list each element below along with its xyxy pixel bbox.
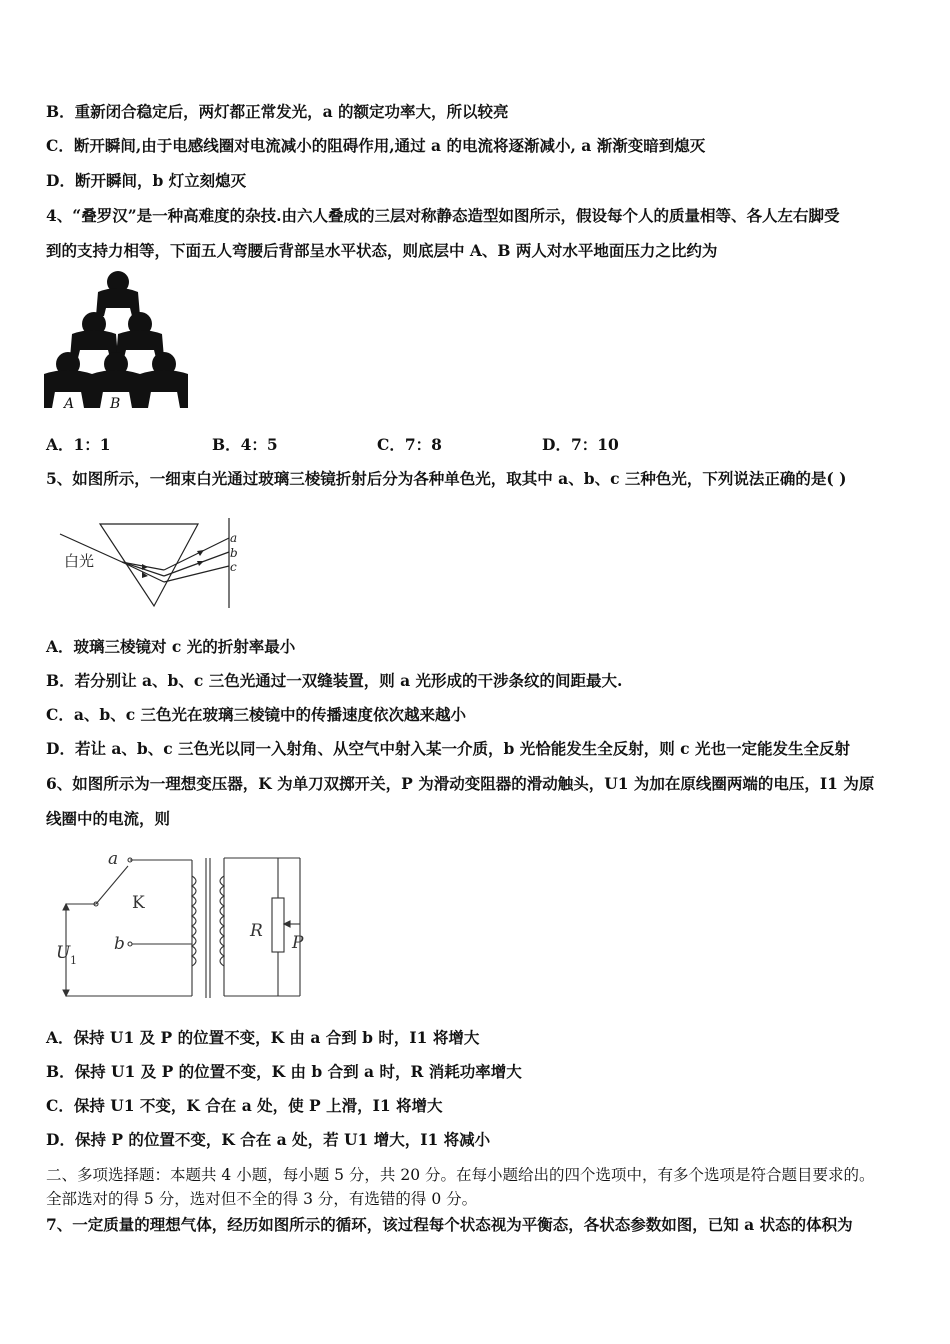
q6-option-d: D．保持 P 的位置不变，K 合在 a 处，若 U1 增大，I1 将减小 (46, 1130, 491, 1149)
white-light-label: 白光 (64, 552, 95, 570)
acrobat-pyramid-figure (44, 270, 189, 412)
terminal-a-label: a (108, 849, 119, 869)
voltage-u-label: U (56, 943, 71, 963)
ray-label-b: b (230, 546, 238, 560)
transformer-figure (52, 846, 312, 1006)
q3-option-d: D．断开瞬间，b 灯立刻熄灭 (46, 171, 247, 190)
q3-option-c: C．断开瞬间,由于电感线圈对电流减小的阻碍作用,通过 a 的电流将逐渐减小, a 渐渐变暗到熄灭 (46, 136, 706, 155)
q4-stem-line1: 4、“叠罗汉”是一种高难度的杂技.由六人叠成的三层对称静态造型如图所示，假设每个人的质量相等、各人左右脚受 (46, 206, 840, 225)
q5-stem: 5、如图所示，一细束白光通过玻璃三棱镜折射后分为各种单色光，取其中 a、b、c 三种色光，下列说法正确的是( ) (46, 469, 847, 488)
figure-label-a: A (64, 396, 75, 412)
q4-option-c: C．7：8 (377, 435, 442, 454)
section2-heading-line2: 全部选对的得 5 分，选对但不全的得 3 分，有选错的得 0 分。 (46, 1190, 478, 1208)
q4-option-b: B．4：5 (212, 435, 278, 454)
prism-figure (56, 514, 246, 614)
q5-option-d: D．若让 a、b、c 三色光以同一入射角、从空气中射入某一介质，b 光恰能发生全反射，则 c 光也一定能发生全反射 (46, 739, 851, 758)
q5-option-c: C．a、b、c 三色光在玻璃三棱镜中的传播速度依次越来越小 (46, 705, 467, 724)
figure-label-b: B (110, 396, 121, 412)
acrobat-bottom-c (140, 352, 188, 408)
q5-option-b: B．若分别让 a、b、c 三色光通过一双缝装置，则 a 光形成的干涉条纹的间距最大. (46, 671, 623, 690)
terminal-b-label: b (114, 934, 125, 954)
resistor-r-label: R (250, 921, 263, 941)
acrobat-mid-right (116, 312, 164, 358)
switch-k-label: K (132, 893, 145, 913)
q6-stem-line1: 6、如图所示为一理想变压器，K 为单刀双掷开关，P 为滑动变阻器的滑动触头，U1 为加在原线圈两端的电压，I1 为原 (46, 774, 875, 793)
section2-heading-line1: 二、多项选择题：本题共 4 小题，每小题 5 分，共 20 分。在每小题给出的四个选项中，有多个选项是符合题目要求的。 (46, 1166, 875, 1184)
q6-stem-line2: 线圈中的电流，则 (46, 809, 171, 828)
prism (100, 524, 198, 606)
ray-label-a: a (230, 531, 238, 545)
q7-stem-line1: 7、一定质量的理想气体，经历如图所示的循环，该过程每个状态视为平衡态，各状态参数如图，已知 a 状态的体积为 (46, 1215, 853, 1234)
q6-option-a: A．保持 U1 及 P 的位置不变，K 由 a 合到 b 时，I1 将增大 (46, 1028, 480, 1047)
ray-label-c: c (230, 560, 237, 574)
acrobat-mid-left (70, 312, 118, 358)
voltage-subscript: 1 (70, 954, 77, 967)
q3-option-b: B．重新闭合稳定后，两灯都正常发光，a 的额定功率大，所以较亮 (46, 102, 509, 121)
q4-option-d: D．7：10 (542, 435, 619, 454)
q4-option-a: A．1：1 (46, 435, 111, 454)
slider-p-label: P (292, 933, 304, 953)
acrobat-top (96, 271, 140, 316)
q6-option-c: C．保持 U1 不变，K 合在 a 处，使 P 上滑，I1 将增大 (46, 1096, 443, 1115)
q5-option-a: A．玻璃三棱镜对 c 光的折射率最小 (46, 637, 296, 656)
q6-option-b: B．保持 U1 及 P 的位置不变，K 由 b 合到 a 时，R 消耗功率增大 (46, 1062, 522, 1081)
q4-stem-line2: 到的支持力相等，下面五人弯腰后背部呈水平状态，则底层中 A、B 两人对水平地面压力之比约为 (46, 241, 718, 260)
